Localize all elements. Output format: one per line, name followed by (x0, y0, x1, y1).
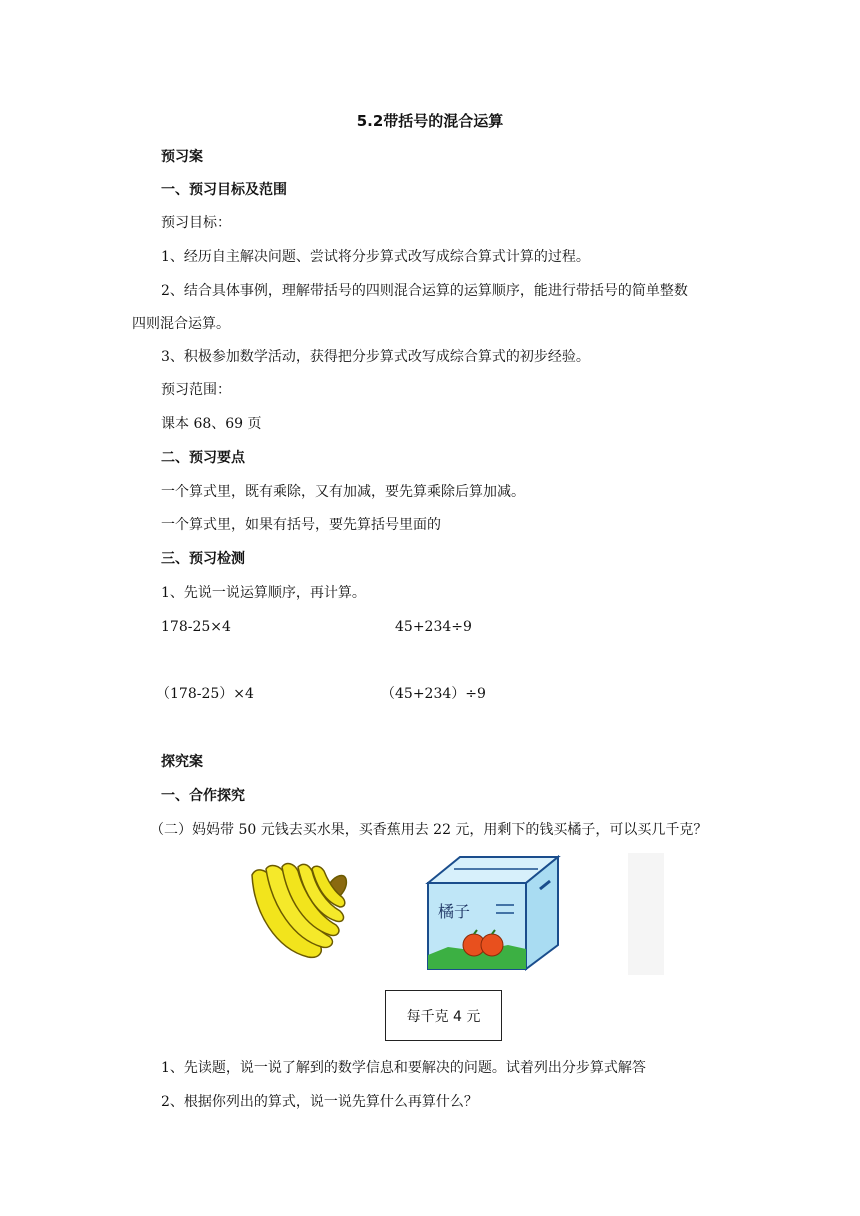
image-edge (628, 853, 664, 975)
heading-check: 三、预习检测 (161, 551, 245, 567)
expression-1: 178-25×4 (161, 619, 231, 635)
orange-box-icon (428, 857, 558, 969)
expression-4: （45+234）÷9 (381, 686, 486, 702)
check-instruction: 1、先说一说运算顺序，再计算。 (161, 585, 366, 601)
question-2: 2、根据你列出的算式，说一说先算什么再算什么？ (161, 1094, 478, 1110)
fruit-illustration-svg (248, 853, 664, 975)
expression-2: 45+234÷9 (395, 619, 472, 635)
goal-item-3: 3、积极参加数学活动，获得把分步算式改写成综合算式的初步经验。 (161, 349, 590, 365)
goal-label: 预习目标： (161, 215, 231, 231)
key-point-1: 一个算式里，既有乘除，又有加减，要先算乘除后算加减。 (161, 484, 525, 500)
section-explore-heading: 探究案 (161, 754, 203, 770)
goal-item-1: 1、经历自主解决问题、尝试将分步算式改写成综合算式计算的过程。 (161, 249, 590, 265)
range-label: 预习范围： (161, 382, 231, 398)
page-title: 5.2带括号的混合运算 (356, 112, 504, 130)
problem-text: （二）妈妈带 50 元钱去买水果，买香蕉用去 22 元，用剩下的钱买橘子，可以买几千克？ (150, 822, 708, 838)
banana-bunch-icon (252, 864, 346, 958)
heading-goals-range: 一、预习目标及范围 (161, 182, 287, 198)
goal-item-2-line2: 四则混合运算。 (132, 316, 230, 332)
price-label: 每千克 4 元 (406, 1008, 481, 1025)
heading-key-points: 二、预习要点 (161, 450, 245, 466)
key-point-2: 一个算式里，如果有括号，要先算括号里面的 (161, 517, 441, 533)
box-label: 橘子 (438, 902, 471, 921)
price-box (385, 990, 502, 1041)
range-text: 课本 68、69 页 (161, 416, 262, 432)
question-1: 1、先读题，说一说了解到的数学信息和要解决的问题。试着列出分步算式解答 (161, 1060, 646, 1076)
heading-cooperation: 一、合作探究 (161, 788, 245, 804)
section-preview-heading: 预习案 (161, 149, 203, 165)
goal-item-2-line1: 2、结合具体事例，理解带括号的四则混合运算的运算顺序，能进行带括号的简单整数 (161, 283, 688, 299)
fruit-illustration (248, 853, 664, 975)
expression-3: （178-25）×4 (156, 686, 254, 702)
